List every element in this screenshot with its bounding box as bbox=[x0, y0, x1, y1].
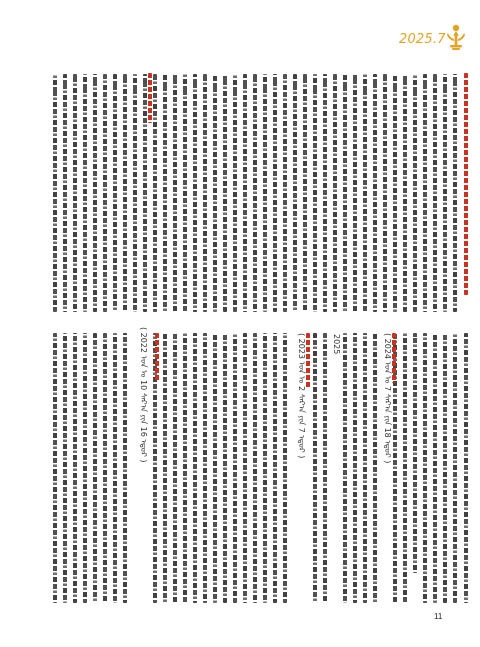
text-column bbox=[83, 333, 87, 603]
text-column bbox=[283, 74, 287, 312]
text-column bbox=[443, 333, 447, 603]
text-column bbox=[93, 74, 97, 312]
text-column bbox=[113, 333, 117, 603]
year-reference: 2025 bbox=[332, 334, 341, 355]
text-column bbox=[163, 74, 167, 312]
text-column bbox=[403, 74, 407, 312]
section-heading bbox=[148, 73, 152, 123]
text-column bbox=[73, 333, 77, 603]
text-column bbox=[464, 333, 468, 603]
page-number: 11 bbox=[434, 612, 443, 621]
section-heading bbox=[464, 73, 468, 295]
text-column bbox=[353, 74, 357, 312]
text-column bbox=[363, 74, 367, 312]
text-column bbox=[243, 74, 247, 312]
text-column bbox=[103, 74, 107, 312]
text-column bbox=[333, 74, 337, 312]
date-line-1: ( 2022 ᠣᠨ ᠤ 10 ᠰᠠᠷ᠎ᠠ ᠶᠢᠨ 16 ᠡᠳᠦᠷ ) bbox=[139, 327, 148, 463]
date-line-2: ( 2024 ᠣᠨ ᠤ 7 ᠰᠠᠷ᠎ᠠ ᠶᠢᠨ 18 ᠡᠳᠦᠷ ) bbox=[383, 333, 392, 464]
text-column bbox=[293, 74, 297, 312]
text-column bbox=[453, 333, 457, 603]
text-column bbox=[133, 74, 137, 312]
text-column bbox=[383, 74, 387, 312]
text-column bbox=[323, 74, 327, 312]
text-column bbox=[413, 333, 417, 573]
text-column bbox=[143, 74, 147, 312]
text-column bbox=[403, 333, 407, 603]
text-column bbox=[203, 333, 207, 603]
text-column bbox=[123, 74, 127, 312]
text-column bbox=[163, 333, 167, 603]
text-column bbox=[283, 333, 287, 603]
text-column bbox=[263, 333, 267, 603]
text-column bbox=[433, 333, 437, 603]
section-heading bbox=[392, 333, 396, 383]
text-column bbox=[433, 74, 437, 312]
text-column bbox=[193, 74, 197, 312]
text-column bbox=[273, 74, 277, 312]
text-column bbox=[103, 333, 107, 603]
text-column bbox=[193, 333, 197, 603]
text-column bbox=[413, 74, 417, 312]
text-column bbox=[453, 74, 457, 312]
text-column bbox=[313, 333, 317, 603]
golden-emblem-icon bbox=[445, 23, 467, 51]
text-column bbox=[313, 74, 317, 312]
text-column bbox=[423, 74, 427, 312]
date-line-3: ( 2023 ᠣᠨ ᠤ 2 ᠰᠠᠷ᠎ᠠ ᠶᠢᠨ 7 ᠡᠳᠦᠷ ) bbox=[297, 333, 306, 459]
section-heading bbox=[155, 333, 159, 381]
text-column bbox=[243, 333, 247, 603]
text-column bbox=[173, 74, 177, 312]
text-column bbox=[183, 333, 187, 603]
text-column bbox=[83, 74, 87, 312]
text-column bbox=[233, 333, 237, 603]
text-column bbox=[233, 74, 237, 312]
text-column bbox=[53, 333, 57, 603]
text-column bbox=[323, 333, 327, 603]
text-column bbox=[63, 333, 67, 603]
text-column bbox=[73, 74, 77, 312]
text-column bbox=[393, 74, 397, 312]
text-column bbox=[183, 74, 187, 312]
text-column bbox=[303, 74, 307, 312]
text-column bbox=[273, 333, 277, 603]
text-column bbox=[373, 74, 377, 312]
text-column bbox=[353, 333, 357, 603]
text-column bbox=[173, 333, 177, 603]
text-column bbox=[443, 74, 447, 312]
text-column bbox=[223, 333, 227, 603]
text-column bbox=[343, 74, 347, 312]
text-column bbox=[63, 74, 67, 312]
text-column bbox=[253, 74, 257, 312]
text-column bbox=[223, 74, 227, 312]
text-column bbox=[253, 333, 257, 603]
text-column bbox=[213, 74, 217, 312]
text-column bbox=[53, 74, 57, 312]
section-heading bbox=[306, 333, 310, 388]
text-column bbox=[373, 333, 377, 603]
text-column bbox=[153, 74, 157, 312]
text-column bbox=[113, 74, 117, 312]
text-column bbox=[93, 333, 97, 603]
text-column bbox=[363, 333, 367, 603]
text-column bbox=[343, 333, 347, 603]
issue-year: 2025.7 bbox=[399, 32, 446, 47]
text-column bbox=[423, 333, 427, 603]
text-column bbox=[263, 74, 267, 312]
text-column bbox=[203, 74, 207, 312]
text-column bbox=[123, 333, 127, 603]
text-column bbox=[213, 333, 217, 603]
